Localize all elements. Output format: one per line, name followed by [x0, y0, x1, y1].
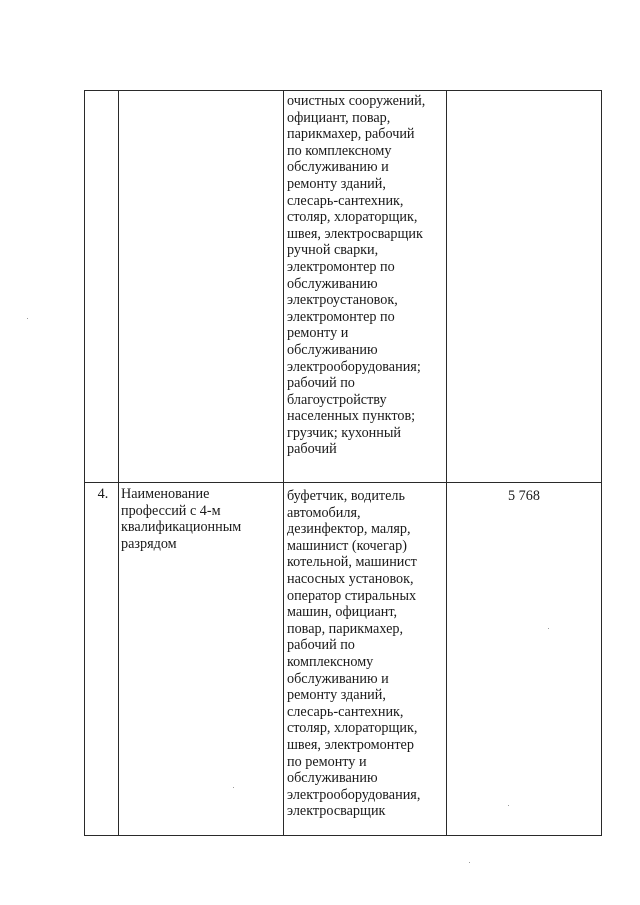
scan-speck [27, 318, 28, 319]
scan-speck [548, 628, 549, 629]
table-border-right [601, 90, 602, 836]
table-border-top [84, 90, 602, 91]
scan-speck [508, 805, 509, 806]
table-divider-num [118, 90, 119, 836]
table-cell-category-name: Наименование профессий с 4-м квалификационным разрядом [121, 486, 242, 552]
table-cell-professions-continued: очистных сооружений, официант, повар, парикмахер, рабочий по комплексному обслуживанию и ремонту зданий, слесарь-сантехник, столяр, хлораторщик, швея, электросварщик ручной сварки, электромонтер по обслуживанию электроустановок, электромонтер по ремонту и обслуживанию электрооборудования; рабочий по благоустройству населенных пунктов; грузчик; кухонный рабочий [287, 93, 426, 458]
table-border-left [84, 90, 85, 836]
table-border-bottom [84, 835, 602, 836]
scan-speck [233, 787, 234, 788]
table-divider-name [283, 90, 284, 836]
table-cell-professions: буфетчик, водитель автомобиля, дезинфектор, маляр, машинист (кочегар) котельной, машинист насосных установок, оператор стиральных машин, официант, повар, парикмахер, рабочий по комплексному обслуживанию и ремонту зданий, слесарь-сантехник, столяр, хлораторщик, швея, электромонтер по ремонту и обслуживанию электрооборудования, электросварщик [287, 488, 421, 820]
table-cell-amount: 5 768 [508, 488, 540, 504]
table-cell-row-number: 4. [97, 486, 109, 502]
table-row-separator [84, 482, 602, 483]
table-divider-professions [446, 90, 447, 836]
scan-speck [469, 862, 470, 863]
